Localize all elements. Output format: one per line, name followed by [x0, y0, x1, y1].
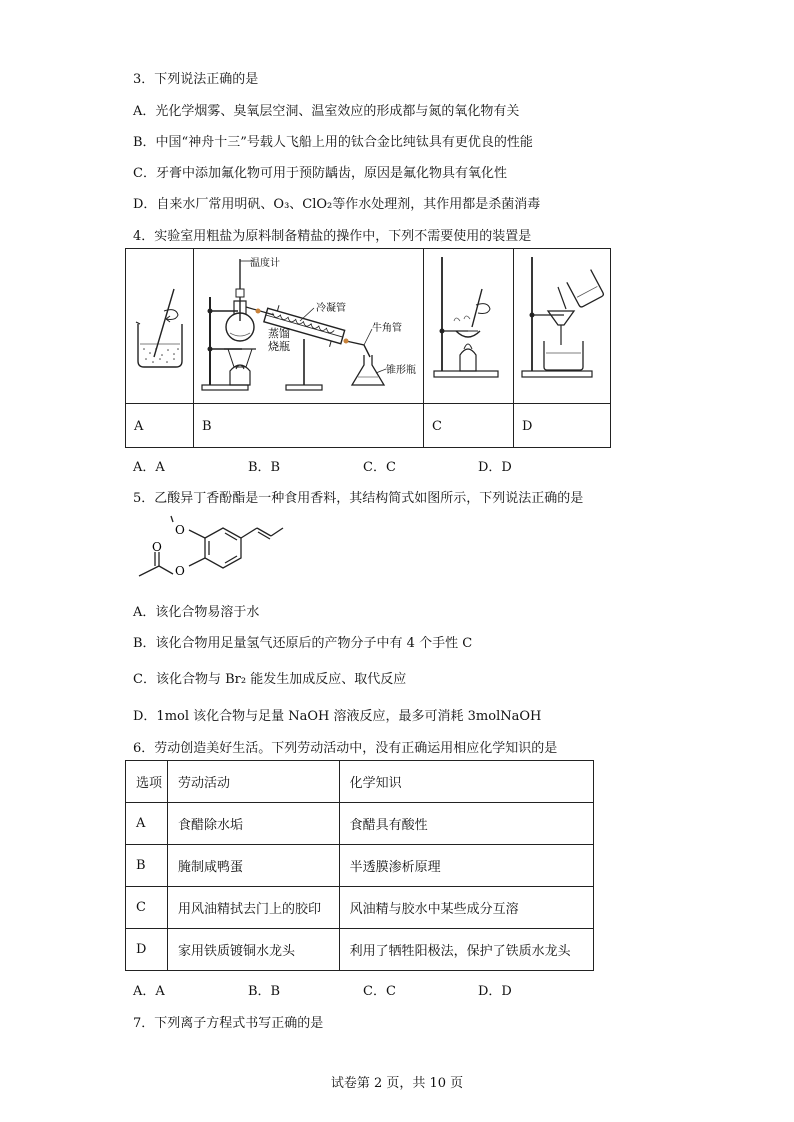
table-row: [126, 887, 594, 929]
q6-header-activity: 劳动活动: [167, 761, 339, 803]
q6-stem: 6．劳动创造美好生活。下列劳动活动中，没有正确运用相应化学知识的是: [133, 741, 558, 756]
q6-choice-d[interactable]: D．D: [478, 984, 512, 999]
q7-stem: 7．下列离子方程式书写正确的是: [133, 1016, 324, 1031]
q6-choices: [133, 980, 593, 999]
q6-row-b-activity: 腌制咸鸭蛋: [167, 845, 339, 887]
q4-stem: 4．实验室用粗盐为原料制备精盐的操作中，下列不需要使用的装置是: [133, 229, 532, 244]
q6-row-b-knowledge: 半透膜渗析原理: [339, 845, 593, 887]
q6-row-c-knowledge: 风油精与胶水中某些成分互溶: [339, 887, 593, 929]
q4-choice-b[interactable]: B．B: [248, 460, 281, 475]
q3-option-d: D．自来水厂常用明矾、O₃、ClO₂等作水处理剂，其作用都是杀菌消毒: [133, 197, 541, 212]
beaker-stirring-image: [126, 249, 193, 403]
q6-header-knowledge: 化学知识: [339, 761, 593, 803]
q5-option-d: D．1mol 该化合物与足量 NaOH 溶液反应，最多可消耗 3molNaOH: [133, 709, 542, 724]
q4-cell-b: B: [202, 419, 212, 434]
distillation-apparatus-image: [194, 249, 423, 403]
q6-choice-c[interactable]: C．C: [363, 984, 396, 999]
filtration-apparatus-image: [514, 249, 609, 403]
q6-table-header: [126, 761, 594, 803]
label-adapter: 牛角管: [372, 323, 402, 334]
q6-row-c-activity: 用风油精拭去门上的胶印: [167, 887, 339, 929]
q6-row-d-activity: 家用铁质镀铜水龙头: [167, 929, 339, 971]
q4-cell-d: D: [522, 419, 533, 434]
label-flask-2: 烧瓶: [268, 340, 290, 353]
q3-stem: 3．下列说法正确的是: [133, 72, 259, 87]
label-flask-1: 蒸馏: [268, 327, 290, 340]
q6-table: [125, 760, 594, 971]
table-row: [126, 803, 594, 845]
table-row: [126, 929, 594, 971]
evaporation-apparatus-image: [424, 249, 513, 403]
q6-row-a-activity: 食醋除水垢: [167, 803, 339, 845]
q3-option-b: B．中国“神舟十三”号载人飞船上用的钛合金比纯钛具有更优良的性能: [133, 135, 533, 150]
q6-header-option: 选项: [126, 761, 168, 803]
q4-cell-c: C: [432, 419, 442, 434]
q5-option-c: C．该化合物与 Br₂ 能发生加成反应、取代反应: [133, 672, 407, 687]
q4-choice-c[interactable]: C．C: [363, 460, 396, 475]
q4-apparatus-table: [125, 248, 611, 448]
q5-option-a: A．该化合物易溶于水: [133, 605, 260, 620]
q6-row-a-knowledge: 食醋具有酸性: [339, 803, 593, 845]
q4-choice-d[interactable]: D．D: [478, 460, 512, 475]
q6-row-d-knowledge: 利用了牺牲阳极法，保护了铁质水龙头: [339, 929, 593, 971]
q4-cell-a: A: [134, 419, 144, 434]
q3-option-a: A．光化学烟雾、臭氧层空洞、温室效应的形成都与氮的氧化物有关: [133, 104, 520, 119]
page-footer: 试卷第 2 页，共 10 页: [330, 1076, 464, 1091]
q3-option-c: C．牙膏中添加氟化物可用于预防龋齿，原因是氟化物具有氧化性: [133, 166, 507, 181]
q5-stem: 5．乙酸异丁香酚酯是一种食用香料，其结构简式如图所示，下列说法正确的是: [133, 491, 584, 506]
label-erlenmeyer: 锥形瓶: [386, 365, 416, 376]
q6-row-b-option: B: [126, 845, 168, 887]
q5-option-b: B．该化合物用足量氢气还原后的产物分子中有 4 个手性 C: [133, 636, 473, 651]
q6-row-a-option: A: [126, 803, 168, 845]
svg-text:O: O: [175, 523, 185, 537]
svg-text:O: O: [175, 564, 185, 578]
q4-choice-a[interactable]: A．A: [133, 460, 165, 475]
label-condenser: 冷凝管: [316, 303, 346, 314]
label-thermometer: 温度计: [250, 258, 280, 269]
q6-choice-b[interactable]: B．B: [248, 984, 281, 999]
q6-row-c-option: C: [126, 887, 168, 929]
q6-row-d-option: D: [126, 929, 168, 971]
q4-choices: [133, 456, 593, 475]
q6-choice-a[interactable]: A．A: [133, 984, 165, 999]
svg-text:O: O: [152, 540, 162, 554]
structure-formula-image: [125, 512, 285, 588]
table-row: [126, 845, 594, 887]
